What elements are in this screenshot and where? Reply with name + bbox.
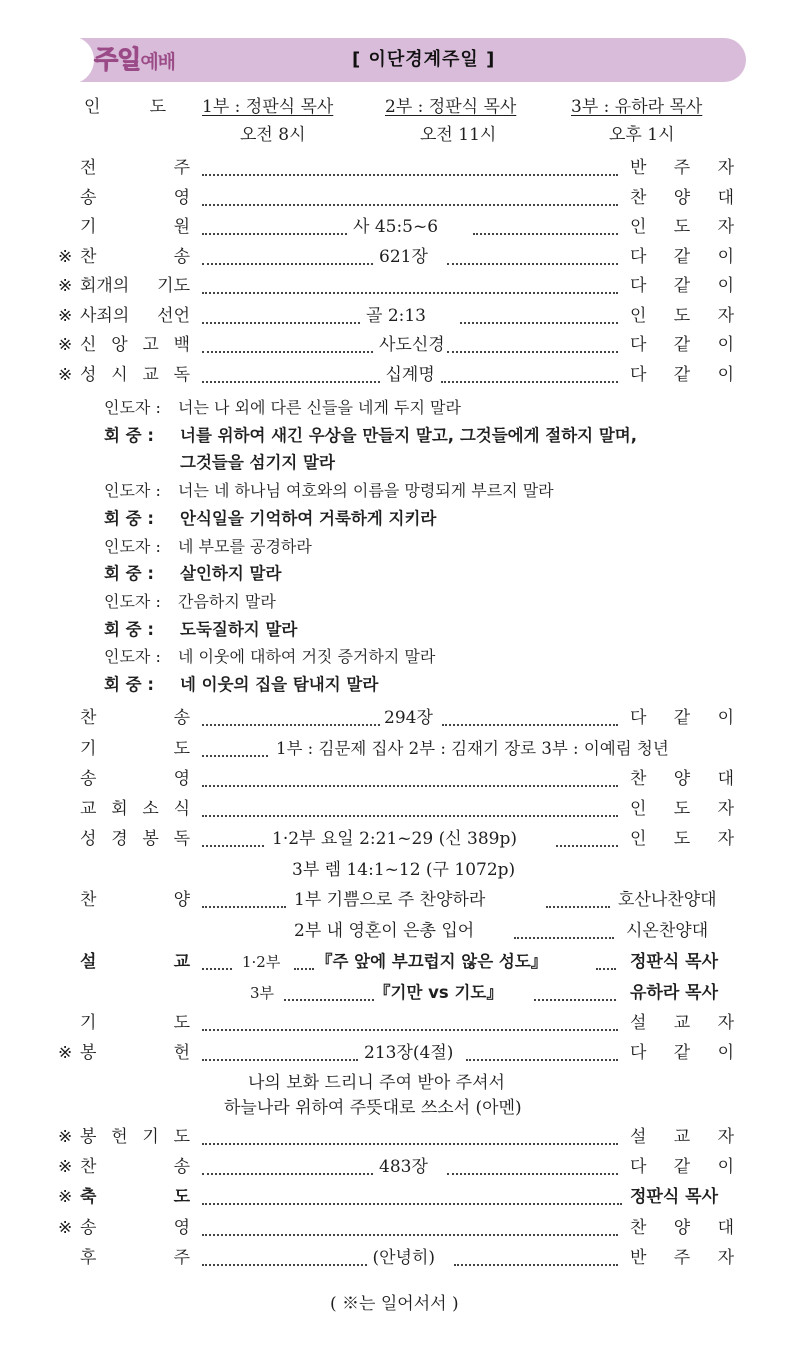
- dots: [202, 845, 264, 847]
- dots: [202, 233, 347, 235]
- label-part: 고: [142, 335, 159, 355]
- row-label: [80, 215, 190, 239]
- dots: [596, 968, 616, 970]
- label-part: 자: [717, 799, 734, 819]
- label-part: 교: [80, 799, 97, 819]
- label-part: 같: [673, 335, 691, 355]
- label-part: 도: [173, 1187, 190, 1208]
- responsive-text: 너는 나 외에 다른 신들을 네게 두지 말라: [178, 398, 461, 417]
- label-part: 자: [717, 305, 734, 326]
- scripture-right: [630, 827, 734, 851]
- responsive-text: 네 부모를 공경하라: [178, 536, 312, 556]
- label-part: 시: [111, 364, 128, 385]
- row-middle: 사도신경: [379, 335, 445, 355]
- row-label: [80, 304, 190, 328]
- row-middle: 십계명: [385, 364, 435, 385]
- row-label-text: [80, 1185, 190, 1209]
- dots: [202, 815, 618, 817]
- label-part: 사죄의: [80, 305, 130, 326]
- row-right-text: [630, 274, 734, 298]
- dots: [473, 233, 618, 235]
- label-part: 설: [630, 1013, 647, 1033]
- row-right: [630, 1216, 734, 1240]
- label-part: 기도: [157, 276, 190, 296]
- responsive-speaker: 회 중 :: [104, 425, 154, 445]
- praise-line-2: 2부 내 영혼이 은총 입어: [294, 921, 475, 941]
- label-part: 축: [80, 1187, 97, 1208]
- label-part: 양: [173, 890, 190, 910]
- responsive-speaker: 회 중 :: [104, 619, 154, 639]
- dots: [202, 174, 618, 176]
- label-part: 찬: [80, 1157, 97, 1178]
- label-part: 성: [80, 364, 97, 385]
- label-part: 송: [80, 1217, 97, 1238]
- label-part: 같: [673, 1157, 691, 1178]
- label-part: 주: [173, 158, 190, 178]
- row-middle: 621장: [379, 246, 428, 267]
- label-part: 다: [630, 708, 647, 728]
- hymn1-label-text: [80, 706, 190, 730]
- row-middle: (안녕히): [372, 1247, 436, 1268]
- label-part: 후: [80, 1247, 97, 1268]
- label-part: 신: [80, 335, 97, 355]
- label-part: 설: [80, 952, 97, 972]
- row-right: 정판식 목사: [630, 1187, 719, 1208]
- label-part: 기: [142, 1127, 159, 1147]
- dots: [202, 1173, 373, 1175]
- label-part: 인: [84, 97, 101, 117]
- label-part: 같: [673, 276, 691, 296]
- responsive-text: 살인하지 말라: [180, 564, 282, 584]
- praise-label: [80, 888, 190, 912]
- scripture-passage-2: 3부 렘 14:1~12 (구 1072p): [292, 860, 516, 880]
- sermon-pre-2: 3부: [250, 984, 275, 1002]
- row-right: [630, 156, 734, 180]
- offering-text-2: 하늘나라 위하여 주뜻대로 쓰소서 (아멘): [224, 1098, 522, 1118]
- label-part: 도: [673, 799, 691, 819]
- label-part: 원: [173, 217, 190, 237]
- label-part: 교: [142, 364, 159, 385]
- row-label-text: [80, 1246, 190, 1270]
- row-label-text: [80, 215, 190, 239]
- row-right: [630, 1246, 734, 1270]
- row-right-text: [630, 1155, 734, 1179]
- label-part: 찬: [630, 769, 647, 789]
- label-part: 다: [630, 1157, 647, 1178]
- hymn1-label: [80, 706, 190, 730]
- scripture-right-text: [630, 827, 734, 851]
- label-part: 송: [173, 708, 190, 728]
- label-part: 기: [80, 1013, 97, 1033]
- standing-mark: ※: [58, 246, 73, 267]
- label-part: 기: [80, 217, 97, 237]
- label-part: 다: [630, 246, 647, 267]
- dots: [202, 381, 380, 383]
- row-label: [80, 1155, 190, 1179]
- dots: [447, 263, 618, 265]
- label-part: 자: [717, 829, 734, 849]
- offering-hymn: 213장(4절): [364, 1043, 454, 1063]
- dots: [454, 1264, 619, 1266]
- label-part: 자: [717, 1013, 734, 1033]
- label-part: 앙: [111, 335, 128, 355]
- label-part: 도: [149, 97, 166, 117]
- label-part: 다: [630, 276, 647, 296]
- label-part: 영: [173, 769, 190, 789]
- scripture-label-text: [80, 827, 190, 851]
- service-1-leader: 1부 : 정판식 목사: [202, 97, 334, 117]
- news-label-text: [80, 797, 190, 821]
- service-2-time: 오전 11시: [420, 125, 497, 145]
- dots: [466, 1059, 618, 1061]
- dots: [202, 1029, 618, 1031]
- dots: [202, 1143, 618, 1145]
- dots: [202, 292, 618, 294]
- standing-mark: ※: [58, 1157, 73, 1178]
- label-part: 독: [173, 364, 190, 385]
- offering-label: [80, 1041, 190, 1065]
- label-part: 이: [717, 1157, 734, 1178]
- label-part: 자: [717, 1127, 734, 1147]
- row-right: [630, 186, 734, 210]
- row-right: [630, 1155, 734, 1179]
- standing-mark: ※: [58, 364, 73, 385]
- label-part: 회: [111, 799, 128, 819]
- label-part: 영: [173, 1217, 190, 1238]
- dots: [546, 906, 610, 908]
- label-part: 찬: [630, 187, 647, 208]
- responsive-speaker: 인도자 :: [104, 536, 161, 556]
- label-part: 헌: [173, 1043, 190, 1063]
- label-part: 교: [173, 952, 190, 972]
- title-badge-icon: [46, 36, 94, 84]
- responsive-speaker: 회 중 :: [104, 564, 154, 584]
- responsive-text: 네 이웃에 대하여 거짓 증거하지 말라: [178, 647, 436, 667]
- row-label-text: [80, 1155, 190, 1179]
- dots: [202, 724, 380, 726]
- label-part: 회개의: [80, 276, 130, 296]
- label-part: 소: [142, 799, 159, 819]
- responsive-speaker: 인도자 :: [104, 591, 161, 611]
- responsive-speaker: 회 중 :: [104, 675, 154, 694]
- label-part: 같: [673, 1043, 691, 1063]
- news-right-text: [630, 797, 734, 821]
- dots: [202, 1059, 358, 1061]
- footer-note: ( ※는 일어서서 ): [330, 1294, 459, 1314]
- label-part: 봉: [142, 829, 159, 849]
- label-part: 봉: [80, 1043, 97, 1063]
- row-right: [630, 363, 734, 387]
- hymn1-number: 294장: [384, 708, 433, 728]
- row-right: [630, 333, 734, 357]
- row-right-text: [630, 1216, 734, 1240]
- label-part: 반: [630, 1247, 647, 1268]
- offering-label-text: [80, 1041, 190, 1065]
- label-part: 자: [717, 1247, 734, 1268]
- responsive-text: 너는 네 하나님 여호와의 이름을 망령되게 부르지 말라: [178, 481, 554, 501]
- row-label: [80, 186, 190, 210]
- dots: [202, 351, 373, 353]
- label-part: 이: [717, 364, 734, 385]
- dots: [202, 785, 618, 787]
- label-part: 찬: [80, 708, 97, 728]
- responsive-text: 네 이웃의 집을 탐내지 말라: [180, 675, 379, 694]
- label-part: 대: [717, 1217, 734, 1238]
- sermon-label: [80, 950, 190, 974]
- sermon-label-text: [80, 950, 190, 974]
- responsive-text: 너를 위하여 새긴 우상을 만들지 말고, 그것들에게 절하지 말며,: [180, 425, 637, 445]
- label-part: 인: [630, 829, 647, 849]
- dots: [284, 999, 374, 1001]
- scripture-passage-1: 1·2부 요일 2:21~29 (신 389p): [272, 829, 517, 849]
- offering-mark: ※: [58, 1043, 73, 1063]
- sermon-pre-1: 1·2부: [242, 953, 281, 971]
- news-label: [80, 797, 190, 821]
- page-title: [94, 42, 175, 78]
- service-2-leader: 2부 : 정판식 목사: [385, 97, 517, 117]
- dots: [202, 322, 360, 324]
- news-right: [630, 797, 734, 821]
- label-part: 송: [173, 1157, 190, 1178]
- dots: [460, 322, 618, 324]
- label-part: 같: [673, 708, 691, 728]
- label-part: 이: [717, 1043, 734, 1063]
- dots: [202, 755, 268, 757]
- row-label: [80, 1216, 190, 1240]
- row-label-text: [80, 333, 190, 357]
- label-part: 영: [173, 187, 190, 208]
- label-part: 송: [80, 187, 97, 208]
- label-part: 자: [717, 158, 734, 178]
- standing-mark: ※: [58, 1187, 73, 1208]
- label-part: 도: [173, 1013, 190, 1033]
- row-right-text: [630, 333, 734, 357]
- standing-mark: ※: [58, 1217, 73, 1238]
- label-part: 식: [173, 799, 190, 819]
- label-part: 이: [717, 276, 734, 296]
- label-part: 다: [630, 364, 647, 385]
- row-right-text: [630, 363, 734, 387]
- row-label-text: [80, 1216, 190, 1240]
- row-right: [630, 304, 734, 328]
- dots: [556, 845, 618, 847]
- label-part: 양: [673, 769, 691, 789]
- label-part: 송: [80, 769, 97, 789]
- label-part: 전: [80, 158, 97, 178]
- hymn1-right-text: [630, 706, 734, 730]
- label-part: 이: [717, 708, 734, 728]
- dots: [447, 1173, 618, 1175]
- label-part: 다: [630, 335, 647, 355]
- dots: [441, 381, 619, 383]
- label-part: 도: [673, 217, 691, 237]
- label-part: 인: [630, 217, 647, 237]
- leaders-label-text: [84, 95, 166, 119]
- dots: [534, 999, 616, 1001]
- sermon-title-1: 『주 앞에 부끄럽지 않은 성도』: [316, 952, 548, 971]
- standing-mark: ※: [58, 276, 73, 296]
- row-right: [630, 245, 734, 269]
- row-right: [630, 274, 734, 298]
- label-part: 도: [673, 829, 691, 849]
- dots: [447, 351, 618, 353]
- row-label: [80, 274, 190, 298]
- anthem-label: [80, 767, 190, 791]
- label-part: 도: [173, 739, 190, 759]
- label-part: 선언: [157, 305, 190, 326]
- title-sub: 예배: [140, 51, 176, 73]
- label-part: 반: [630, 158, 647, 178]
- label-part: 주: [673, 158, 691, 178]
- row-label-text: [80, 156, 190, 180]
- row-label: [80, 333, 190, 357]
- prayer-label-text: [80, 737, 190, 761]
- row-label: [80, 245, 190, 269]
- row-middle: 483장: [379, 1157, 428, 1178]
- scripture-label: [80, 827, 190, 851]
- row-label-text: [80, 274, 190, 298]
- label-part: 찬: [80, 890, 97, 910]
- row-middle: 사 45:5~6: [353, 217, 439, 237]
- row-right-text: [630, 215, 734, 239]
- prayer2-right-text: [630, 1011, 734, 1035]
- prayer2-label-text: [80, 1011, 190, 1035]
- dots: [202, 204, 618, 206]
- offering-right-text: [630, 1041, 734, 1065]
- row-right: [630, 1125, 734, 1149]
- label-part: 헌: [111, 1127, 128, 1147]
- row-right-text: [630, 186, 734, 210]
- responsive-speaker: 인도자 :: [104, 481, 161, 501]
- sermon-title-2: 『기만 vs 기도』: [374, 983, 503, 1002]
- service-3-time: 오후 1시: [609, 125, 675, 145]
- row-label: [80, 156, 190, 180]
- standing-mark: ※: [58, 1127, 73, 1147]
- label-part: 백: [173, 335, 190, 355]
- label-part: 송: [173, 246, 190, 267]
- row-label: [80, 1246, 190, 1270]
- anthem-label-text: [80, 767, 190, 791]
- standing-mark: ※: [58, 335, 73, 355]
- prayer2-label: [80, 1011, 190, 1035]
- dots: [202, 968, 232, 970]
- theme-title: [ 이단경계주일 ]: [352, 49, 496, 70]
- row-label-text: [80, 363, 190, 387]
- label-part: 대: [717, 769, 734, 789]
- responsive-speaker: 회 중 :: [104, 508, 154, 528]
- label-part: 주: [673, 1247, 691, 1268]
- service-1-time: 오전 8시: [240, 125, 306, 145]
- praise-label-text: [80, 888, 190, 912]
- label-part: 도: [173, 1127, 190, 1147]
- label-part: 성: [80, 829, 97, 849]
- prayer-label: [80, 737, 190, 761]
- anthem-right-text: [630, 767, 734, 791]
- row-label-text: [80, 245, 190, 269]
- service-3-leader: 3부 : 유하라 목사: [571, 97, 703, 117]
- row-label: [80, 363, 190, 387]
- label-part: 다: [630, 1043, 647, 1063]
- offering-right: [630, 1041, 734, 1065]
- label-part: 이: [717, 246, 734, 267]
- row-right-text: [630, 1125, 734, 1149]
- label-part: 양: [673, 1217, 691, 1238]
- row-middle: 골 2:13: [366, 305, 427, 326]
- responsive-speaker: 인도자 :: [104, 398, 161, 417]
- row-right-text: [630, 304, 734, 328]
- label-part: 인: [630, 305, 647, 326]
- dots: [294, 968, 314, 970]
- standing-mark: ※: [58, 305, 73, 326]
- row-label-text: [80, 186, 190, 210]
- responsive-text: 그것들을 섬기지 말라: [180, 453, 335, 473]
- row-label: [80, 1185, 190, 1209]
- hymn1-right: [630, 706, 734, 730]
- label-part: 봉: [80, 1127, 97, 1147]
- praise-choir-1: 호산나찬양대: [618, 890, 717, 910]
- prayer2-right: [630, 1011, 734, 1035]
- sermon-preacher-2: 유하라 목사: [630, 983, 719, 1003]
- label-part: 찬: [80, 246, 97, 267]
- row-right: [630, 215, 734, 239]
- label-part: 교: [673, 1013, 691, 1033]
- label-part: 자: [717, 217, 734, 237]
- row-right-text: [630, 245, 734, 269]
- row-label: [80, 1125, 190, 1149]
- dots: [442, 724, 618, 726]
- label-part: 기: [80, 739, 97, 759]
- dots: [202, 1203, 622, 1205]
- label-part: 찬: [630, 1217, 647, 1238]
- anthem-right: [630, 767, 734, 791]
- label-part: 양: [673, 187, 691, 208]
- label-part: 같: [673, 364, 691, 385]
- row-label-text: [80, 1125, 190, 1149]
- row-right-text: [630, 1246, 734, 1270]
- label-part: 설: [630, 1127, 647, 1147]
- responsive-text: 도둑질하지 말라: [180, 619, 298, 639]
- dots: [202, 1234, 618, 1236]
- dots: [202, 263, 373, 265]
- dots: [514, 937, 614, 939]
- responsive-text: 간음하지 말라: [178, 591, 276, 611]
- responsive-text: 안식일을 기억하여 거룩하게 지키라: [180, 508, 437, 528]
- praise-line-1: 1부 기쁨으로 주 찬양하라: [294, 890, 486, 910]
- row-right-text: [630, 156, 734, 180]
- label-part: 대: [717, 187, 734, 208]
- label-part: 이: [717, 335, 734, 355]
- label-part: 인: [630, 799, 647, 819]
- label-part: 도: [673, 305, 691, 326]
- label-part: 같: [673, 246, 691, 267]
- title-main: 주일: [94, 45, 141, 74]
- dots: [202, 906, 286, 908]
- label-part: 교: [673, 1127, 691, 1147]
- praise-choir-2: 시온찬양대: [626, 921, 709, 941]
- leaders-label: [84, 95, 166, 119]
- row-label-text: [80, 304, 190, 328]
- offering-text-1: 나의 보화 드리니 주여 받아 주셔서: [248, 1073, 505, 1093]
- sermon-preacher-1: 정판식 목사: [630, 952, 719, 972]
- label-part: 독: [173, 829, 190, 849]
- responsive-speaker: 인도자 :: [104, 647, 161, 667]
- dots: [202, 1264, 367, 1266]
- label-part: 주: [173, 1247, 190, 1268]
- prayer-leaders: 1부 : 김문제 집사 2부 : 김재기 장로 3부 : 이예림 청년: [276, 739, 669, 758]
- label-part: 경: [111, 829, 128, 849]
